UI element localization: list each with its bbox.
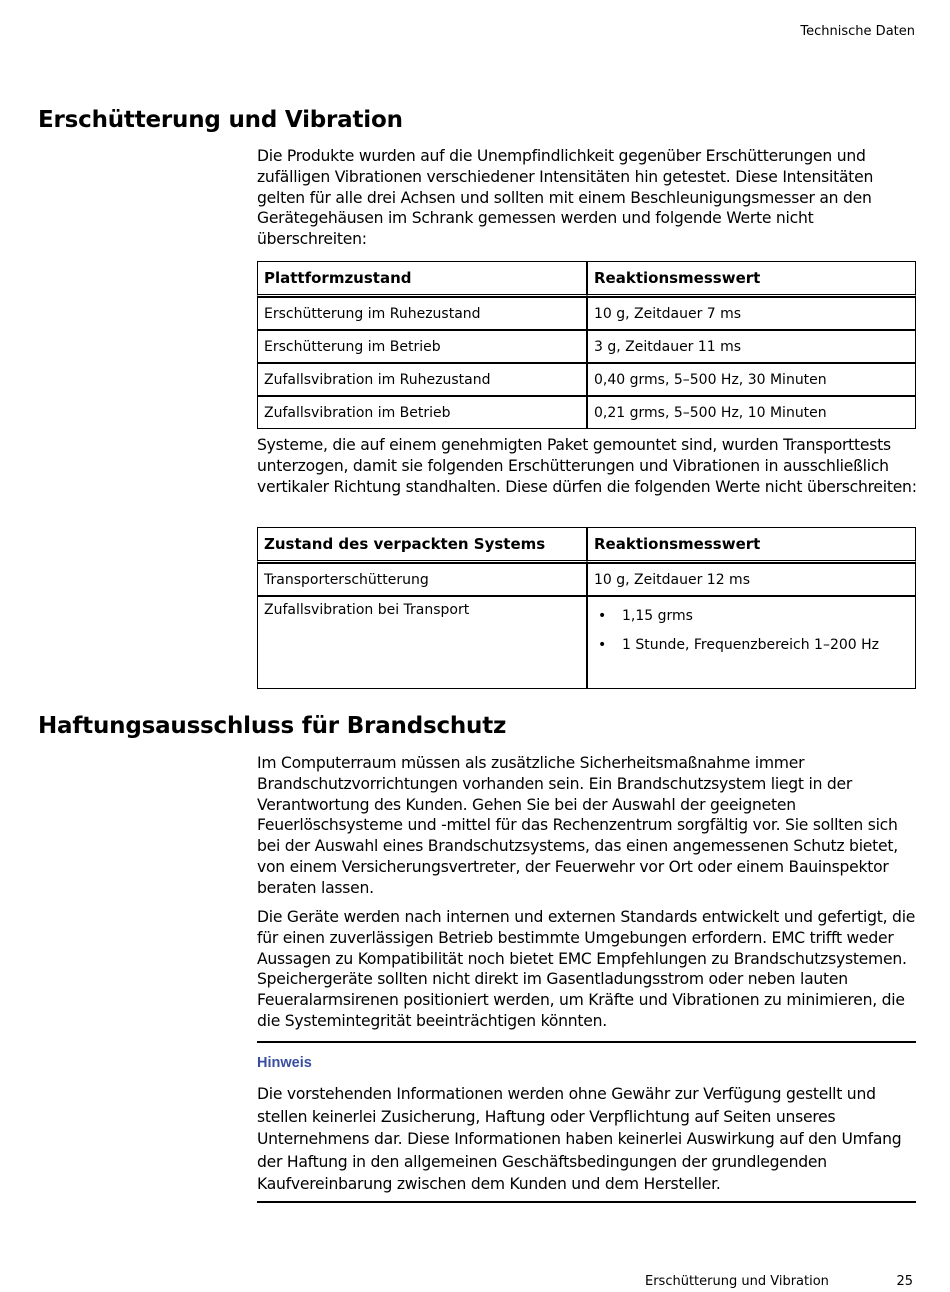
section-title-fire-protection: Haftungsausschluss für Brandschutz	[38, 713, 507, 739]
fire-paragraph-1: Im Computerraum müssen als zusätzliche Sicherheitsmaßnahme immer Brandschutzvorrichtungen vorhanden sein. Ein Brandschutzsystem liegt in der Verantwortung des Kunden. Gehen Sie bei der Auswahl der geeigneten Feuerlöschsysteme und -mittel für das Rechenzentrum sorgfältig vor. Sie sollten sich bei der Auswahl eines Brandschutzsystems, das einen angemessenen Schutz bietet, von einem Versicherungsvertreter, der Feuerwehr vor Ort oder einem Bauinspektor beraten lassen.	[257, 754, 898, 897]
table-cell: Transporterschütterung	[257, 563, 587, 596]
fire-paragraph-2-block	[257, 907, 917, 1032]
table-cell: Zufallsvibration im Ruhezustand	[257, 363, 587, 396]
table-cell: 10 g, Zeitdauer 7 ms	[587, 297, 916, 330]
table-row	[257, 297, 916, 330]
transport-paragraph: Systeme, die auf einem genehmigten Paket gemountet sind, wurden Transporttests unterzogen, damit sie folgenden Erschütterungen und Vibrationen in ausschließlich vertikaler Richtung standhalten. Diese dürfen die folgenden Werte nicht überschreiten:	[257, 436, 917, 496]
transport-intro	[257, 435, 917, 497]
table-row	[257, 396, 916, 429]
column-header: Zustand des verpackten Systems	[257, 527, 587, 563]
table-row	[257, 563, 916, 596]
note-top-rule	[257, 1041, 916, 1043]
note-text: Die vorstehenden Informationen werden ohne Gewähr zur Verfügung gestellt und stellen keinerlei Zusicherung, Haftung oder Verpflichtung auf Seiten unseres Unternehmens dar. Diese Informationen haben keinerlei Auswirkung auf den Umfang der Haftung in den allgemeinen Geschäftsbedingungen der grundlegenden Kaufvereinbarung zwischen dem Kunden und dem Hersteller.	[257, 1085, 902, 1194]
table-cell: Erschütterung im Betrieb	[257, 330, 587, 363]
table-cell	[587, 596, 916, 689]
table-cell: Erschütterung im Ruhezustand	[257, 297, 587, 330]
table-cell: 3 g, Zeitdauer 11 ms	[587, 330, 916, 363]
transport-table	[257, 527, 916, 689]
fire-paragraph-1-block	[257, 753, 917, 899]
running-header: Technische Daten	[800, 24, 915, 39]
column-header: Reaktionsmesswert	[587, 527, 916, 563]
table-header-row	[257, 527, 916, 563]
vibration-intro	[257, 146, 917, 250]
shock-vibration-table	[257, 261, 916, 429]
note-bottom-rule	[257, 1201, 916, 1203]
column-header: Plattformzustand	[257, 261, 587, 297]
table-cell: Zufallsvibration bei Transport	[257, 596, 587, 689]
list-item: • 1,15 grms	[594, 602, 909, 631]
table-cell: 0,40 grms, 5–500 Hz, 30 Minuten	[587, 363, 916, 396]
table-platform-state	[257, 261, 917, 429]
section-title-vibration: Erschütterung und Vibration	[38, 107, 403, 133]
list-item: • 1 Stunde, Frequenzbereich 1–200 Hz	[594, 631, 909, 660]
fire-paragraph-2: Die Geräte werden nach internen und externen Standards entwickelt und gefertigt, die für einen zuverlässigen Betrieb bestimmte Umgebungen erfordern. EMC trifft weder Aussagen zu Kompatibilität noch bietet EMC Empfehlungen zu Brandschutzsystemen. Speichergeräte sollten nicht direkt im Gasentladungsstrom oder neben lauten Feueralarmsirenen positioniert werden, um Kräfte und Vibrationen zu minimieren, die die Systemintegrität beeinträchtigen könnten.	[257, 908, 916, 1030]
table-packaged-system	[257, 527, 917, 689]
bullet-list	[594, 602, 909, 660]
table-row	[257, 596, 916, 689]
table-row	[257, 363, 916, 396]
intro-paragraph: Die Produkte wurden auf die Unempfindlichkeit gegenüber Erschütterungen und zufälligen Vibrationen verschiedener Intensitäten hin getestet. Diese Intensitäten gelten für alle drei Achsen und sollten mit einem Beschleunigungsmesser an den Gerätegehäusen im Schrank gemessen werden und folgende Werte nicht überschreiten:	[257, 147, 874, 249]
table-header-row	[257, 261, 916, 297]
table-row	[257, 330, 916, 363]
column-header: Reaktionsmesswert	[587, 261, 916, 297]
table-cell: 0,21 grms, 5–500 Hz, 10 Minuten	[587, 396, 916, 429]
table-cell: 10 g, Zeitdauer 12 ms	[587, 563, 916, 596]
table-cell: Zufallsvibration im Betrieb	[257, 396, 587, 429]
note-label: Hinweis	[257, 1055, 312, 1071]
footer-section-title: Erschütterung und Vibration	[645, 1274, 829, 1289]
page-number: 25	[896, 1274, 913, 1289]
